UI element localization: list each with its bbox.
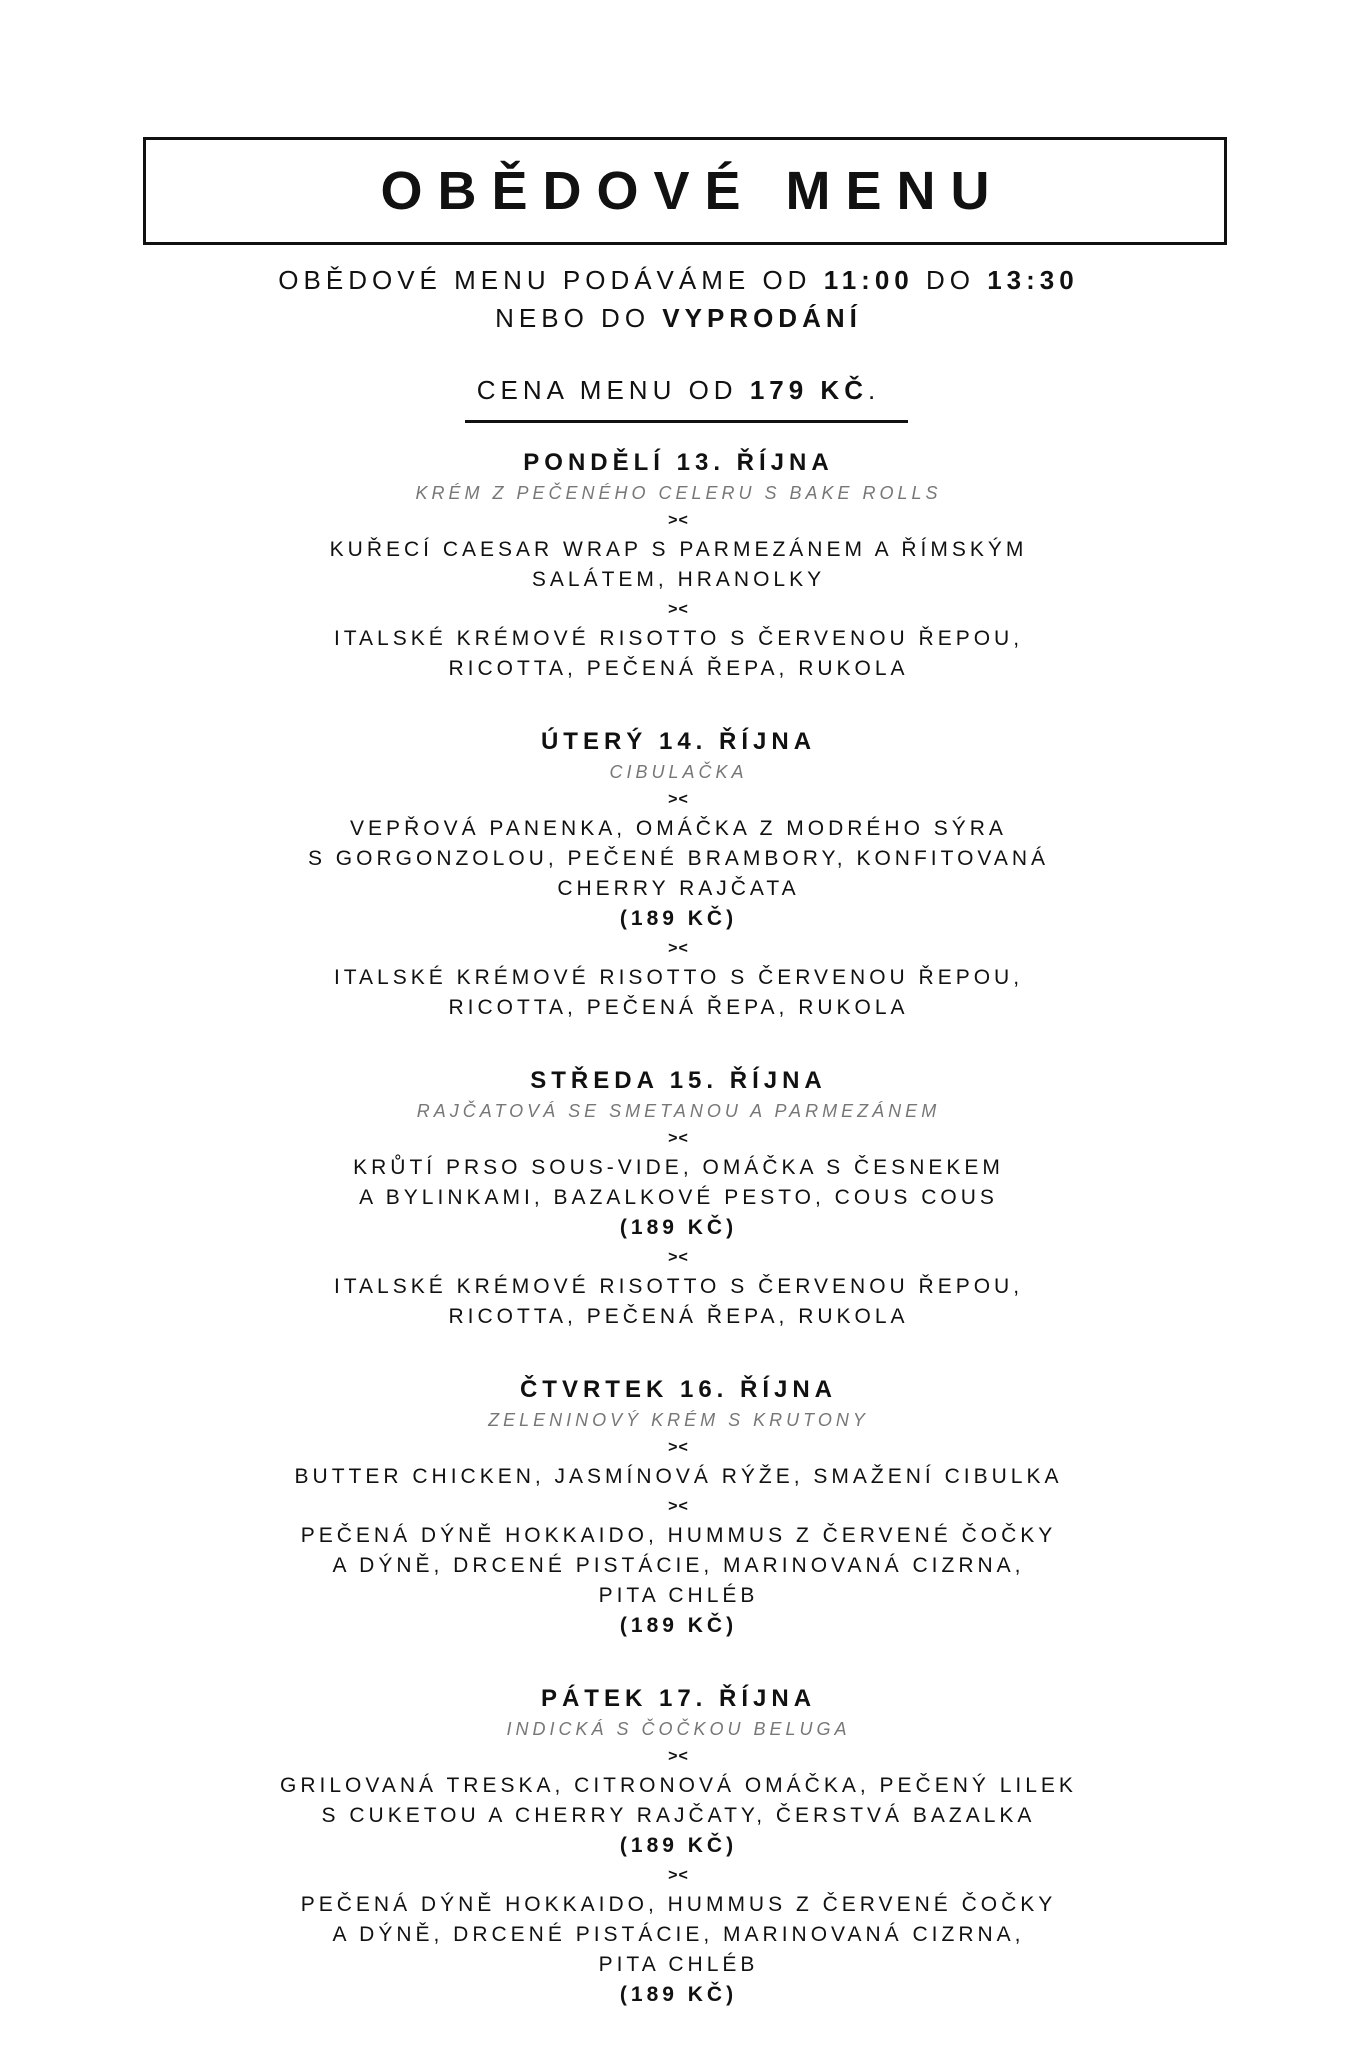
separator: >< <box>668 1748 689 1765</box>
dish-price: (189 KČ) <box>619 1216 738 1239</box>
dish-line-with-price <box>0 1831 1357 1861</box>
serving-hours <box>0 261 1357 337</box>
serving-hours-text: OBĚDOVÉ MENU PODÁVÁME OD <box>278 265 824 295</box>
menu-price-text: CENA MENU OD <box>476 375 750 405</box>
day-title: PONDĚLÍ 13. ŘÍJNA <box>523 449 834 476</box>
soup: INDICKÁ S ČOČKOU BELUGA <box>506 1719 851 1739</box>
serving-hours-line-2 <box>0 299 1357 337</box>
dish-1 <box>0 1153 1357 1243</box>
day-wednesday <box>0 1064 1357 1332</box>
dish-line: ITALSKÉ KRÉMOVÉ RISOTTO S ČERVENOU ŘEPOU, <box>333 627 1024 650</box>
dish-line: PEČENÁ DÝNĚ HOKKAIDO, HUMMUS Z ČERVENÉ ČOČKY <box>300 1524 1057 1547</box>
day-title: ČTVRTEK 16. ŘÍJNA <box>519 1376 838 1403</box>
dish-line: PITA CHLÉB <box>598 1584 759 1607</box>
menu-price <box>0 371 1357 409</box>
serving-hours-to: DO <box>913 265 988 295</box>
dish-line: RICOTTA, PEČENÁ ŘEPA, RUKOLA <box>448 657 909 680</box>
soup: KRÉM Z PEČENÉHO CELERU S BAKE ROLLS <box>415 483 942 503</box>
dish-2 <box>0 1272 1357 1332</box>
dish-line: PITA CHLÉB <box>598 1953 759 1976</box>
separator: >< <box>668 601 689 618</box>
dish-1 <box>0 1462 1357 1492</box>
dish-line: CHERRY RAJČATA <box>557 877 800 900</box>
time-to: 13:30 <box>987 265 1079 295</box>
title-frame <box>143 137 1227 245</box>
menu-price-dot: . <box>867 375 881 405</box>
dish-1 <box>0 535 1357 595</box>
dish-line: RICOTTA, PEČENÁ ŘEPA, RUKOLA <box>448 1305 909 1328</box>
dish-line-with-price <box>0 1950 1357 2010</box>
dish-2 <box>0 1890 1357 2010</box>
dish-2 <box>0 1521 1357 1641</box>
separator: >< <box>668 512 689 529</box>
separator: >< <box>668 1130 689 1147</box>
dish-price: (189 KČ) <box>619 1983 738 2006</box>
soup: ZELENINOVÝ KRÉM S KRUTONY <box>488 1410 869 1430</box>
separator: >< <box>668 1498 689 1515</box>
dish-line: SALÁTEM, HRANOLKY <box>531 568 826 591</box>
dish-line: BUTTER CHICKEN, JASMÍNOVÁ RÝŽE, SMAŽENÍ CIBULKA <box>294 1465 1063 1488</box>
dish-price: (189 KČ) <box>619 1614 738 1637</box>
day-title: PÁTEK 17. ŘÍJNA <box>540 1685 817 1712</box>
day-friday <box>0 1682 1357 2010</box>
dish-line-with-price <box>0 874 1357 934</box>
dish-1 <box>0 1771 1357 1861</box>
divider <box>465 420 908 423</box>
separator: >< <box>668 940 689 957</box>
serving-hours-line-1 <box>0 261 1357 299</box>
dish-line: GRILOVANÁ TRESKA, CITRONOVÁ OMÁČKA, PEČENÝ LILEK <box>280 1774 1077 1797</box>
separator: >< <box>668 1867 689 1884</box>
separator: >< <box>668 1439 689 1456</box>
dish-line: ITALSKÉ KRÉMOVÉ RISOTTO S ČERVENOU ŘEPOU, <box>333 966 1024 989</box>
time-from: 11:00 <box>823 265 914 295</box>
menu-price-value: 179 KČ <box>749 375 868 405</box>
day-monday <box>0 446 1357 684</box>
dish-2 <box>0 963 1357 1023</box>
day-title: STŘEDA 15. ŘÍJNA <box>530 1067 827 1094</box>
dish-line: PEČENÁ DÝNĚ HOKKAIDO, HUMMUS Z ČERVENÉ ČOČKY <box>300 1893 1057 1916</box>
dish-line: A DÝNĚ, DRCENÉ PISTÁCIE, MARINOVANÁ CIZRNA, <box>332 1923 1025 1946</box>
day-thursday <box>0 1373 1357 1641</box>
dish-price: (189 KČ) <box>619 1834 738 1857</box>
dish-line-with-price <box>0 1581 1357 1641</box>
soup: RAJČATOVÁ SE SMETANOU A PARMEZÁNEM <box>416 1101 941 1121</box>
day-tuesday <box>0 725 1357 1023</box>
dish-1 <box>0 814 1357 934</box>
sold-out-bold: VYPRODÁNÍ <box>662 303 862 333</box>
dish-line-with-price <box>0 1183 1357 1243</box>
dish-line: A BYLINKAMI, BAZALKOVÉ PESTO, COUS COUS <box>359 1186 998 1209</box>
day-title: ÚTERÝ 14. ŘÍJNA <box>540 728 817 755</box>
dish-line: ITALSKÉ KRÉMOVÉ RISOTTO S ČERVENOU ŘEPOU, <box>333 1275 1024 1298</box>
dish-line: VEPŘOVÁ PANENKA, OMÁČKA Z MODRÉHO SÝRA <box>350 817 1007 840</box>
dish-line: KRŮTÍ PRSO SOUS-VIDE, OMÁČKA S ČESNEKEM <box>353 1156 1004 1179</box>
page-title: OBĚDOVÉ MENU <box>380 161 1005 221</box>
soup: CIBULAČKA <box>609 762 748 782</box>
dish-line: S CUKETOU A CHERRY RAJČATY, ČERSTVÁ BAZALKA <box>321 1804 1036 1827</box>
dish-line: RICOTTA, PEČENÁ ŘEPA, RUKOLA <box>448 996 909 1019</box>
separator: >< <box>668 791 689 808</box>
dish-line: S GORGONZOLOU, PEČENÉ BRAMBORY, KONFITOVANÁ <box>307 847 1050 870</box>
sold-out-text: NEBO DO <box>495 303 663 333</box>
dish-line: KUŘECÍ CAESAR WRAP S PARMEZÁNEM A ŘÍMSKÝM <box>329 538 1028 561</box>
dish-line: A DÝNĚ, DRCENÉ PISTÁCIE, MARINOVANÁ CIZRNA, <box>332 1554 1025 1577</box>
dish-price: (189 KČ) <box>619 907 738 930</box>
dish-2 <box>0 624 1357 684</box>
separator: >< <box>668 1249 689 1266</box>
days-list <box>0 446 1357 2051</box>
